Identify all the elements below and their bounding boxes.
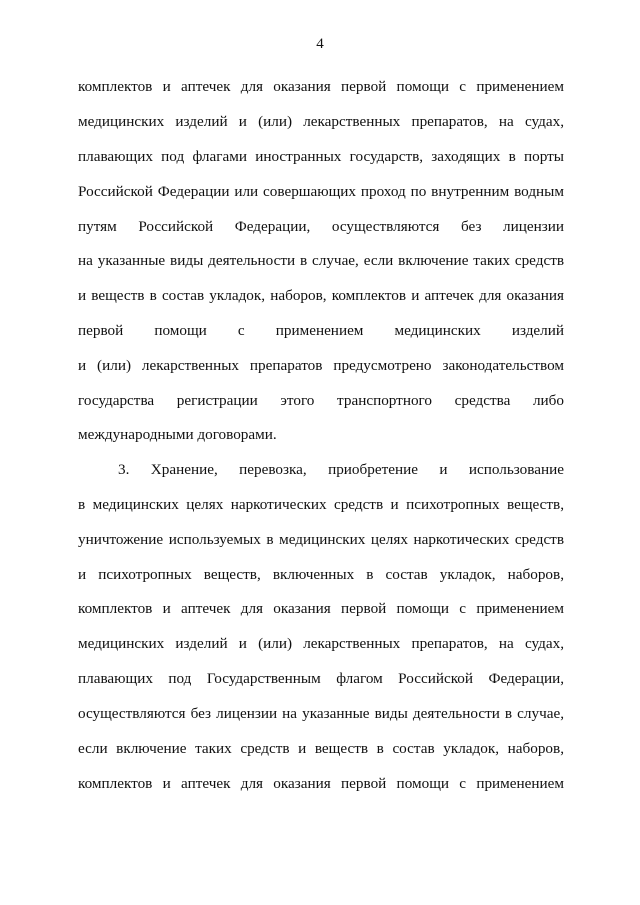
text-line: и психотропных веществ, включенных в состав укладок, наборов,: [78, 566, 564, 583]
text-line: комплектов и аптечек для оказания первой помощи с применением: [78, 600, 564, 617]
text-line: в медицинских целях наркотических средств и психотропных веществ,: [78, 496, 564, 513]
text-line: комплектов и аптечек для оказания первой помощи с применением: [78, 78, 564, 95]
paragraph-start-line: 3. Хранение, перевозка, приобретение и использование: [118, 461, 564, 478]
text-line: медицинских изделий и (или) лекарственных препаратов, на судах,: [78, 635, 564, 652]
text-line: и (или) лекарственных препаратов предусмотрено законодательством: [78, 357, 564, 374]
text-line: на указанные виды деятельности в случае, если включение таких средств: [78, 252, 564, 269]
text-line: и веществ в состав укладок, наборов, комплектов и аптечек для оказания: [78, 287, 564, 304]
page-number: 4: [316, 36, 324, 52]
text-line: уничтожение используемых в медицинских целях наркотических средств: [78, 531, 564, 548]
text-line: первой помощи с применением медицинских изделий: [78, 322, 564, 339]
text-line: плавающих под флагами иностранных государств, заходящих в порты: [78, 148, 564, 165]
text-line: если включение таких средств и веществ в состав укладок, наборов,: [78, 740, 564, 757]
text-line: комплектов и аптечек для оказания первой помощи с применением: [78, 775, 564, 792]
text-line: Российской Федерации или совершающих проход по внутренним водным: [78, 183, 564, 200]
text-line: государства регистрации этого транспортного средства либо: [78, 392, 564, 409]
text-line: осуществляются без лицензии на указанные виды деятельности в случае,: [78, 705, 564, 722]
text-line: медицинских изделий и (или) лекарственных препаратов, на судах,: [78, 113, 564, 130]
text-line: международными договорами.: [78, 426, 277, 443]
text-line: путям Российской Федерации, осуществляются без лицензии: [78, 218, 564, 235]
text-line: плавающих под Государственным флагом Российской Федерации,: [78, 670, 564, 687]
